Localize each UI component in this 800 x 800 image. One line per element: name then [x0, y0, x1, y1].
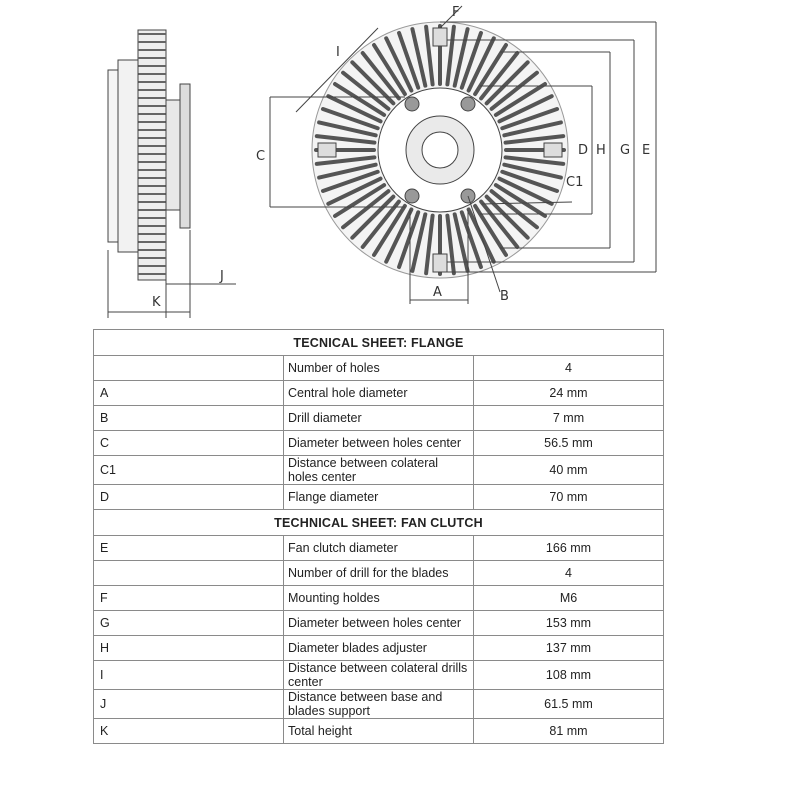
- spec-code: [94, 356, 284, 381]
- mounting-tab-left: [318, 143, 336, 157]
- label-h: H: [596, 143, 606, 158]
- flange-hole: [405, 97, 419, 111]
- spec-value: 137 mm: [474, 636, 664, 661]
- spec-row: [94, 406, 664, 431]
- spec-description: Fan clutch diameter: [284, 536, 474, 561]
- spec-row: [94, 719, 664, 744]
- flange-hole: [461, 97, 475, 111]
- spec-description: Number of holes: [284, 356, 474, 381]
- label-d: D: [578, 143, 589, 158]
- spec-description: Diameter blades adjuster: [284, 636, 474, 661]
- spec-code: [94, 561, 284, 586]
- spec-row: [94, 586, 664, 611]
- spec-description: Distance between colateral holes center: [284, 456, 474, 485]
- mounting-tab-bottom: [433, 254, 447, 272]
- spec-row: [94, 690, 664, 719]
- spec-code: K: [94, 719, 284, 744]
- spec-code: C: [94, 431, 284, 456]
- spec-value: 7 mm: [474, 406, 664, 431]
- spec-description: Mounting holdes: [284, 586, 474, 611]
- spec-table-body: [94, 330, 664, 744]
- spec-row: [94, 661, 664, 690]
- spec-code: A: [94, 381, 284, 406]
- spec-description: Number of drill for the blades: [284, 561, 474, 586]
- technical-spec-table: [93, 329, 664, 744]
- spec-value: 24 mm: [474, 381, 664, 406]
- side-flange: [180, 84, 190, 228]
- central-hole: [422, 132, 458, 168]
- spec-row: [94, 611, 664, 636]
- spec-value: 70 mm: [474, 485, 664, 510]
- spec-code: C1: [94, 456, 284, 485]
- spec-description: Diameter between holes center: [284, 611, 474, 636]
- label-g: G: [620, 143, 631, 158]
- spec-row: [94, 536, 664, 561]
- spec-value: 40 mm: [474, 456, 664, 485]
- label-k: K: [152, 295, 161, 310]
- spec-value: 56.5 mm: [474, 431, 664, 456]
- spec-row: [94, 356, 664, 381]
- spec-description: Diameter between holes center: [284, 431, 474, 456]
- label-j: J: [220, 269, 224, 284]
- spec-value: M6: [474, 586, 664, 611]
- spec-value: 166 mm: [474, 536, 664, 561]
- section-title: TECNICAL SHEET: FLANGE: [94, 330, 664, 356]
- spec-code: I: [94, 661, 284, 690]
- spec-description: Distance between base and blades support: [284, 690, 474, 719]
- technical-drawing: [0, 0, 800, 330]
- spec-value: 61.5 mm: [474, 690, 664, 719]
- spec-row: [94, 431, 664, 456]
- label-e: E: [642, 143, 651, 158]
- spec-description: Drill diameter: [284, 406, 474, 431]
- label-b: B: [500, 289, 509, 304]
- spec-row: [94, 381, 664, 406]
- mounting-tab-right: [544, 143, 562, 157]
- label-f: F: [452, 5, 460, 20]
- section-header-row: [94, 330, 664, 356]
- spec-value: 108 mm: [474, 661, 664, 690]
- spec-code: B: [94, 406, 284, 431]
- side-back-plate: [108, 70, 118, 242]
- flange-hole: [405, 189, 419, 203]
- side-hub: [166, 100, 180, 210]
- side-rear-housing: [118, 60, 138, 252]
- spec-code: F: [94, 586, 284, 611]
- spec-code: D: [94, 485, 284, 510]
- label-i: I: [336, 45, 340, 60]
- label-c: C: [256, 149, 266, 164]
- spec-description: Flange diameter: [284, 485, 474, 510]
- spec-row: [94, 636, 664, 661]
- spec-row: [94, 485, 664, 510]
- spec-row: [94, 561, 664, 586]
- spec-row: [94, 456, 664, 485]
- spec-value: 4: [474, 561, 664, 586]
- section-title: TECHNICAL SHEET: FAN CLUTCH: [94, 510, 664, 536]
- spec-value: 153 mm: [474, 611, 664, 636]
- side-view: [108, 30, 236, 318]
- section-header-row: [94, 510, 664, 536]
- spec-code: H: [94, 636, 284, 661]
- spec-description: Central hole diameter: [284, 381, 474, 406]
- spec-description: Distance between colateral drills center: [284, 661, 474, 690]
- spec-code: G: [94, 611, 284, 636]
- spec-code: E: [94, 536, 284, 561]
- label-c1: C1: [566, 175, 584, 190]
- spec-code: J: [94, 690, 284, 719]
- spec-value: 81 mm: [474, 719, 664, 744]
- spec-value: 4: [474, 356, 664, 381]
- mounting-tab-top: [433, 28, 447, 46]
- spec-description: Total height: [284, 719, 474, 744]
- label-a: A: [433, 285, 442, 300]
